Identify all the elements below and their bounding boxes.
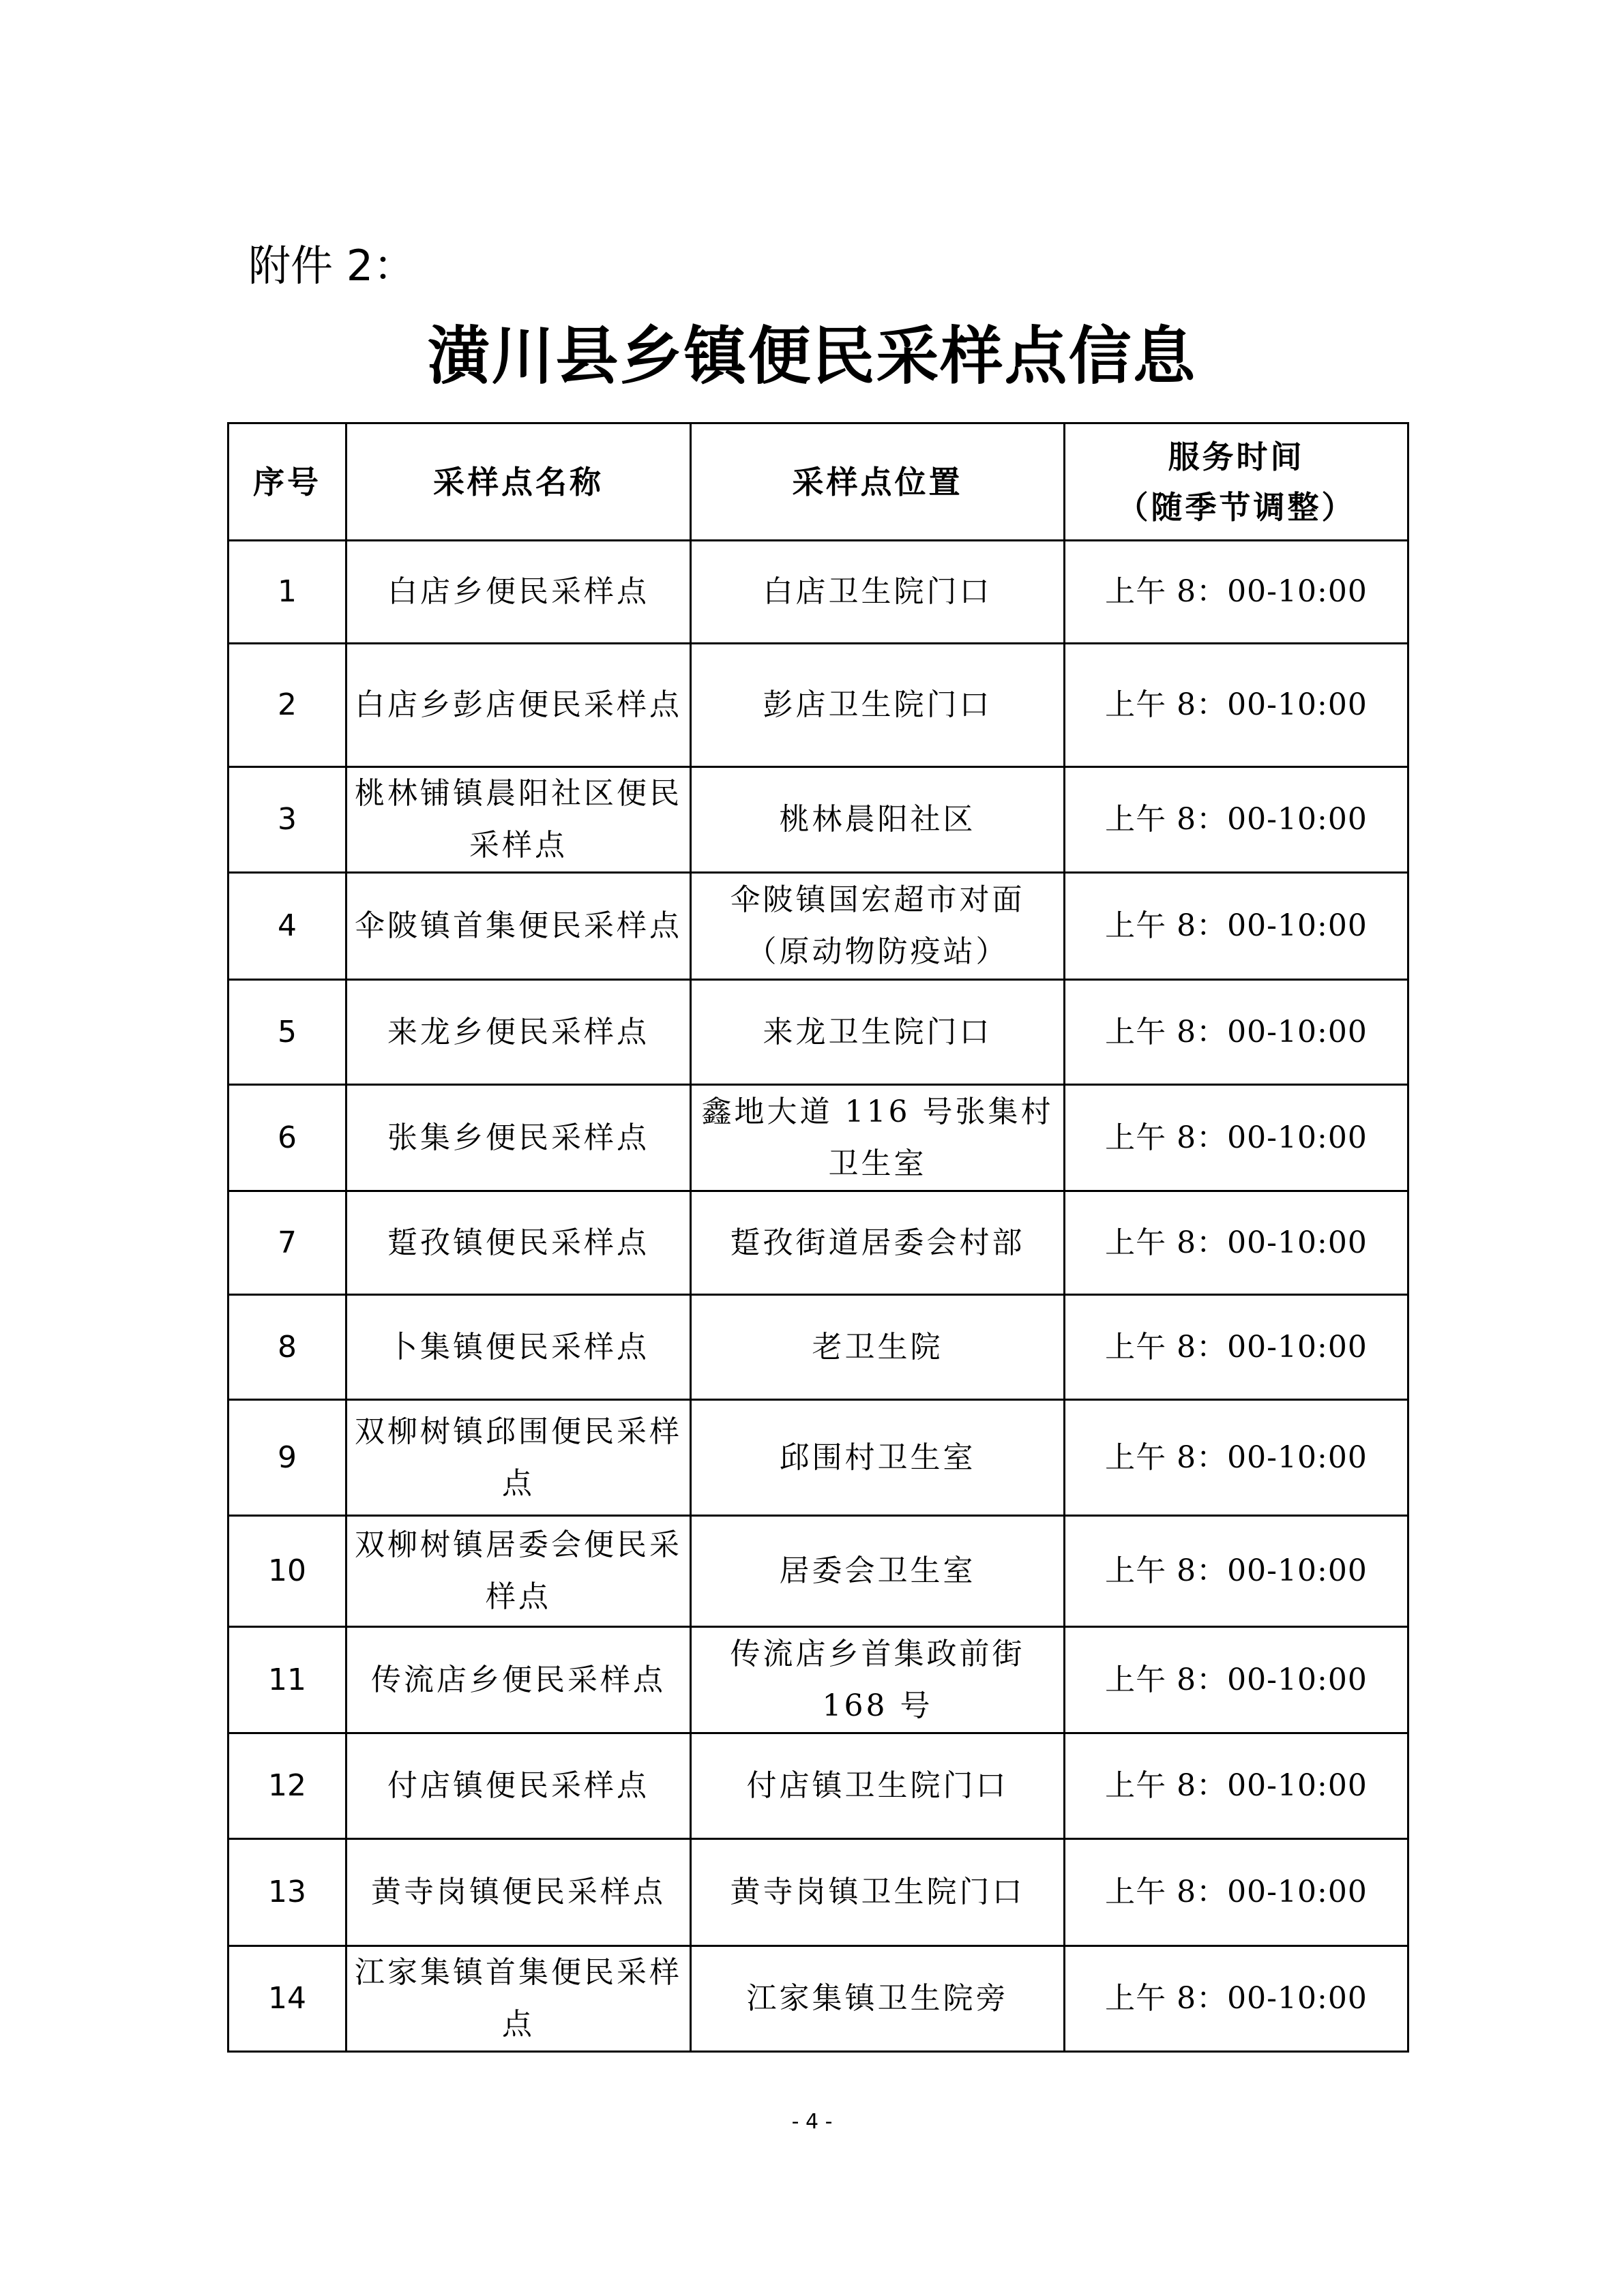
row-index: 4 [228,873,346,980]
site-name: 踅孜镇便民采样点 [346,1191,691,1295]
row-index: 12 [228,1733,346,1839]
site-name: 卜集镇便民采样点 [346,1295,691,1400]
site-location: 付店镇卫生院门口 [691,1733,1065,1839]
service-time: 上午 8：00-10:00 [1065,1516,1408,1627]
row-index: 5 [228,980,346,1085]
site-name: 付店镇便民采样点 [346,1733,691,1839]
site-location: 踅孜街道居委会村部 [691,1191,1065,1295]
service-time: 上午 8：00-10:00 [1065,1295,1408,1400]
table-row [228,1400,1408,1516]
site-location: 来龙卫生院门口 [691,980,1065,1085]
site-location: 江家集镇卫生院旁 [691,1946,1065,2052]
site-name: 张集乡便民采样点 [346,1085,691,1191]
service-time: 上午 8：00-10:00 [1065,644,1408,767]
table-row [228,1191,1408,1295]
site-name: 白店乡便民采样点 [346,541,691,644]
header-service-time [1065,423,1408,541]
service-time: 上午 8：00-10:00 [1065,1085,1408,1191]
page-number: - 4 - [791,2110,833,2134]
row-index: 9 [228,1400,346,1516]
site-location: 桃林晨阳社区 [691,767,1065,873]
table-body [228,541,1408,2052]
service-time: 上午 8：00-10:00 [1065,767,1408,873]
header-time-line2: （随季节调整） [1117,488,1356,526]
service-time: 上午 8：00-10:00 [1065,1733,1408,1839]
table-row [228,1733,1408,1839]
table-row [228,1516,1408,1627]
site-location: 彭店卫生院门口 [691,644,1065,767]
table-header-row [228,423,1408,541]
row-index: 6 [228,1085,346,1191]
site-name: 来龙乡便民采样点 [346,980,691,1085]
site-location: 黄寺岗镇卫生院门口 [691,1839,1065,1946]
table-row [228,644,1408,767]
site-name: 白店乡彭店便民采样点 [346,644,691,767]
table-row [228,767,1408,873]
table-row [228,873,1408,980]
header-time-line1: 服务时间 [1168,438,1305,475]
row-index: 3 [228,767,346,873]
attachment-label: 附件 2： [248,241,416,290]
site-location: 居委会卫生室 [691,1516,1065,1627]
row-index: 14 [228,1946,346,2052]
service-time: 上午 8：00-10:00 [1065,1627,1408,1733]
site-location: 邱围村卫生室 [691,1400,1065,1516]
site-name: 江家集镇首集便民采样点 [346,1946,691,2052]
document-title: 潢川县乡镇便民采样点信息 [427,320,1197,393]
site-location: 鑫地大道 116 号张集村卫生室 [691,1085,1065,1191]
site-location: 白店卫生院门口 [691,541,1065,644]
site-name: 双柳树镇邱围便民采样点 [346,1400,691,1516]
service-time: 上午 8：00-10:00 [1065,1946,1408,2052]
service-time: 上午 8：00-10:00 [1065,1191,1408,1295]
row-index: 7 [228,1191,346,1295]
header-name: 采样点名称 [346,423,691,541]
row-index: 10 [228,1516,346,1627]
site-location: 伞陂镇国宏超市对面（原动物防疫站） [691,873,1065,980]
table-row [228,1627,1408,1733]
row-index: 8 [228,1295,346,1400]
service-time: 上午 8：00-10:00 [1065,1839,1408,1946]
row-index: 13 [228,1839,346,1946]
table-row [228,980,1408,1085]
service-time: 上午 8：00-10:00 [1065,873,1408,980]
table-row [228,1295,1408,1400]
row-index: 2 [228,644,346,767]
site-location: 老卫生院 [691,1295,1065,1400]
site-name: 传流店乡便民采样点 [346,1627,691,1733]
site-name: 黄寺岗镇便民采样点 [346,1839,691,1946]
site-name: 桃林铺镇晨阳社区便民采样点 [346,767,691,873]
row-index: 11 [228,1627,346,1733]
service-time: 上午 8：00-10:00 [1065,541,1408,644]
service-time: 上午 8：00-10:00 [1065,980,1408,1085]
table-row [228,1946,1408,2052]
table-row [228,541,1408,644]
service-time: 上午 8：00-10:00 [1065,1400,1408,1516]
header-index: 序号 [228,423,346,541]
site-name: 伞陂镇首集便民采样点 [346,873,691,980]
site-name: 双柳树镇居委会便民采样点 [346,1516,691,1627]
row-index: 1 [228,541,346,644]
table-row [228,1839,1408,1946]
header-location: 采样点位置 [691,423,1065,541]
table-row [228,1085,1408,1191]
sampling-points-table [227,422,1409,2053]
site-location: 传流店乡首集政前街 168 号 [691,1627,1065,1733]
